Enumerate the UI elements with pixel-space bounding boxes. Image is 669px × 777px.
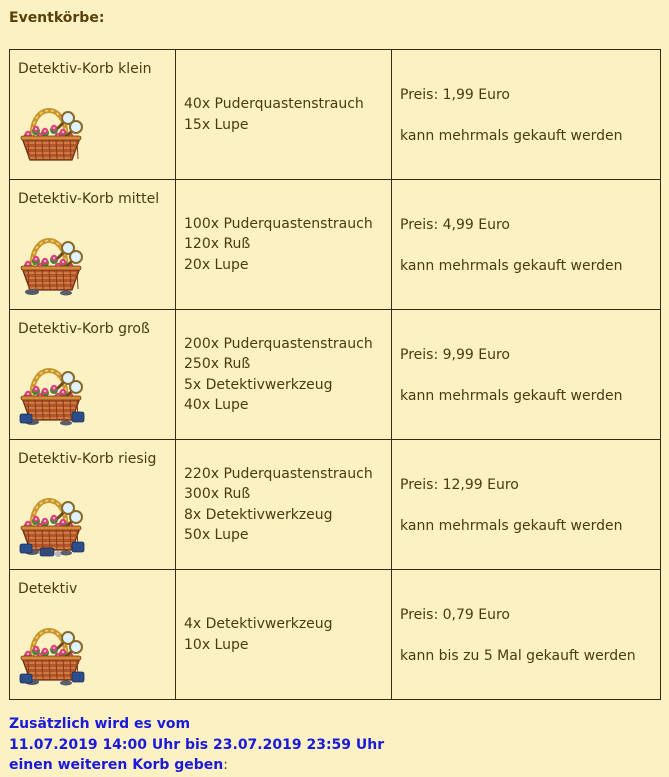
basket-price: Preis: 4,99 Euro [400,217,510,233]
basket-content-item: 200x Puderquastenstrauch [184,335,373,352]
basket-contents-cell [176,180,392,310]
basket-row [10,50,661,180]
basket-content-item: 50x Lupe [184,527,249,543]
basket-name-cell [10,180,176,310]
basket-name-cell [10,570,176,700]
basket-content-item: 40x Lupe [184,397,249,413]
basket-name-cell [10,310,176,440]
basket-price: Preis: 1,99 Euro [400,87,510,103]
basket-purchase-note: kann bis zu 5 Mal gekauft werden [400,648,636,664]
basket-content-item: 300x Ruß [184,486,251,502]
footer-line-2: 11.07.2019 14:00 Uhr bis 23.07.2019 23:59 Uhr [9,736,385,753]
footer-colon: : [223,757,228,773]
basket-purchase-note: kann mehrmals gekauft werden [400,258,623,274]
basket-contents-cell [176,570,392,700]
basket-detective-icon [18,614,88,689]
basket-content-item: 100x Puderquastenstrauch [184,215,373,232]
basket-purchase-note: kann mehrmals gekauft werden [400,388,623,404]
basket-row [10,180,661,310]
basket-name: Detektiv-Korb riesig [18,451,157,467]
basket-content-item: 10x Lupe [184,636,249,653]
basket-name: Detektiv-Korb klein [18,61,152,77]
basket-name-cell [10,440,176,570]
basket-price: Preis: 0,79 Euro [400,607,510,623]
basket-name: Detektiv [18,581,78,597]
basket-contents-cell [176,50,392,180]
basket-purchase-note: kann mehrmals gekauft werden [400,128,623,144]
basket-name: Detektiv-Korb groß [18,321,150,337]
basket-content-item: 5x Detektivwerkzeug [184,376,333,393]
basket-price-cell [392,310,661,440]
basket-price-cell [392,440,661,570]
basket-price-cell [392,180,661,310]
basket-medium-icon [18,224,88,299]
basket-row [10,570,661,700]
basket-price-cell [392,50,661,180]
page-heading: Eventkörbe: [9,10,105,26]
basket-row [10,310,661,440]
basket-content-item: 8x Detektivwerkzeug [184,506,333,523]
basket-content-item: 4x Detektivwerkzeug [184,616,333,632]
basket-contents-cell [176,310,392,440]
basket-table [9,49,661,700]
basket-name: Detektiv-Korb mittel [18,191,160,207]
footer-line-3 [9,755,384,776]
basket-content-item: 250x Ruß [184,356,251,372]
footer-line-1: Zusätzlich wird es vom [9,716,191,732]
basket-small-icon [18,94,88,169]
basket-content-item: 120x Ruß [184,236,251,253]
basket-content-item: 220x Puderquastenstrauch [184,465,373,482]
basket-content-item: 15x Lupe [184,116,249,133]
basket-purchase-note: kann mehrmals gekauft werden [400,518,623,534]
basket-content-item: 20x Lupe [184,256,249,273]
basket-name-cell [10,50,176,180]
basket-price: Preis: 9,99 Euro [400,347,510,363]
basket-huge-icon [18,484,88,559]
footer-line-3-text: einen weiteren Korb geben [9,757,224,773]
basket-large-icon [18,354,88,429]
event-footer-note [9,714,384,776]
basket-content-item: 40x Puderquastenstrauch [184,96,364,112]
basket-row [10,440,661,570]
basket-price-cell [392,570,661,700]
basket-price: Preis: 12,99 Euro [400,477,519,493]
basket-contents-cell [176,440,392,570]
